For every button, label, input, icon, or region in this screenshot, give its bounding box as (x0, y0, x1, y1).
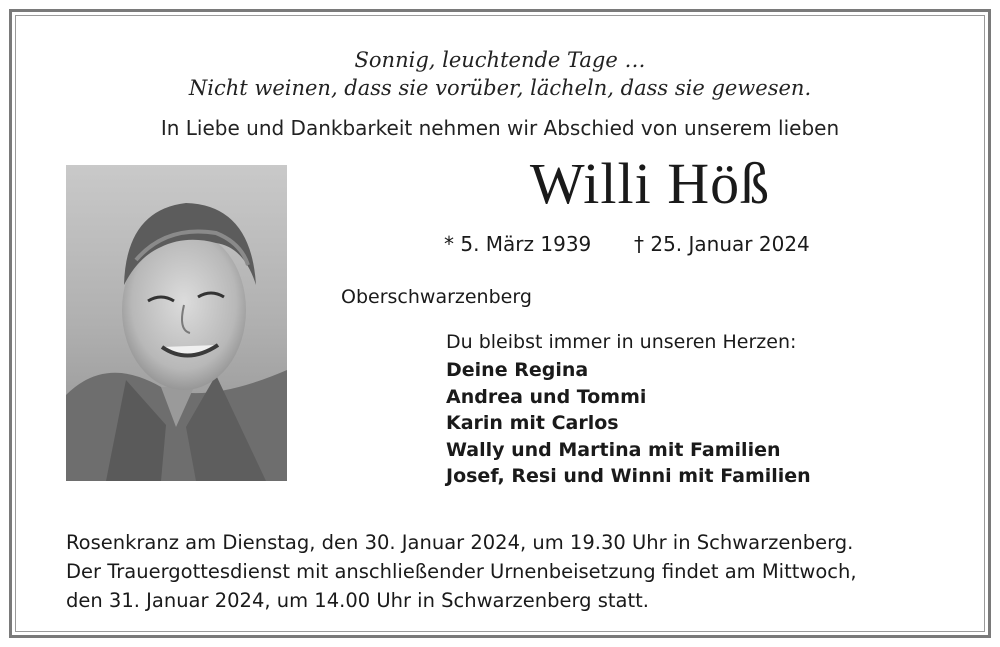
portrait-photo (66, 165, 287, 481)
service-details (66, 528, 946, 615)
mourner-name: Wally und Martina mit Familien (446, 438, 781, 461)
quote-line-1: Sonnig, leuchtende Tage … (354, 48, 646, 72)
mourner-name: Deine Regina (446, 359, 589, 381)
mourner-name: Andrea und Tommi (446, 385, 647, 408)
quote-line-2: Nicht weinen, dass sie vorüber, lächeln, dass sie gewesen. (188, 76, 812, 100)
intro-text: In Liebe und Dankbarkeit nehmen wir Abschied von unserem lieben (160, 116, 840, 140)
birth-date: * 5. März 1939 (444, 232, 592, 256)
service-line-2: Der Trauergottesdienst mit anschließender Urnenbeisetzung findet am Mittwoch, (66, 560, 857, 583)
death-date: † 25. Januar 2024 (634, 232, 810, 256)
service-line-3: den 31. Januar 2024, um 14.00 Uhr in Schwarzenberg statt. (66, 589, 649, 612)
hometown: Oberschwarzenberg (341, 286, 532, 308)
quote (0, 46, 1000, 102)
mourners-heading: Du bleibst immer in unseren Herzen: (446, 331, 797, 353)
mourners-list (446, 357, 811, 490)
mourner-name: Karin mit Carlos (446, 412, 619, 434)
deceased-name: Willi Höß (529, 151, 771, 216)
portrait-illustration (66, 165, 287, 481)
service-line-1: Rosenkranz am Dienstag, den 30. Januar 2024, um 19.30 Uhr in Schwarzenberg. (66, 531, 854, 554)
mourner-name: Josef, Resi und Winni mit Familien (446, 465, 811, 487)
